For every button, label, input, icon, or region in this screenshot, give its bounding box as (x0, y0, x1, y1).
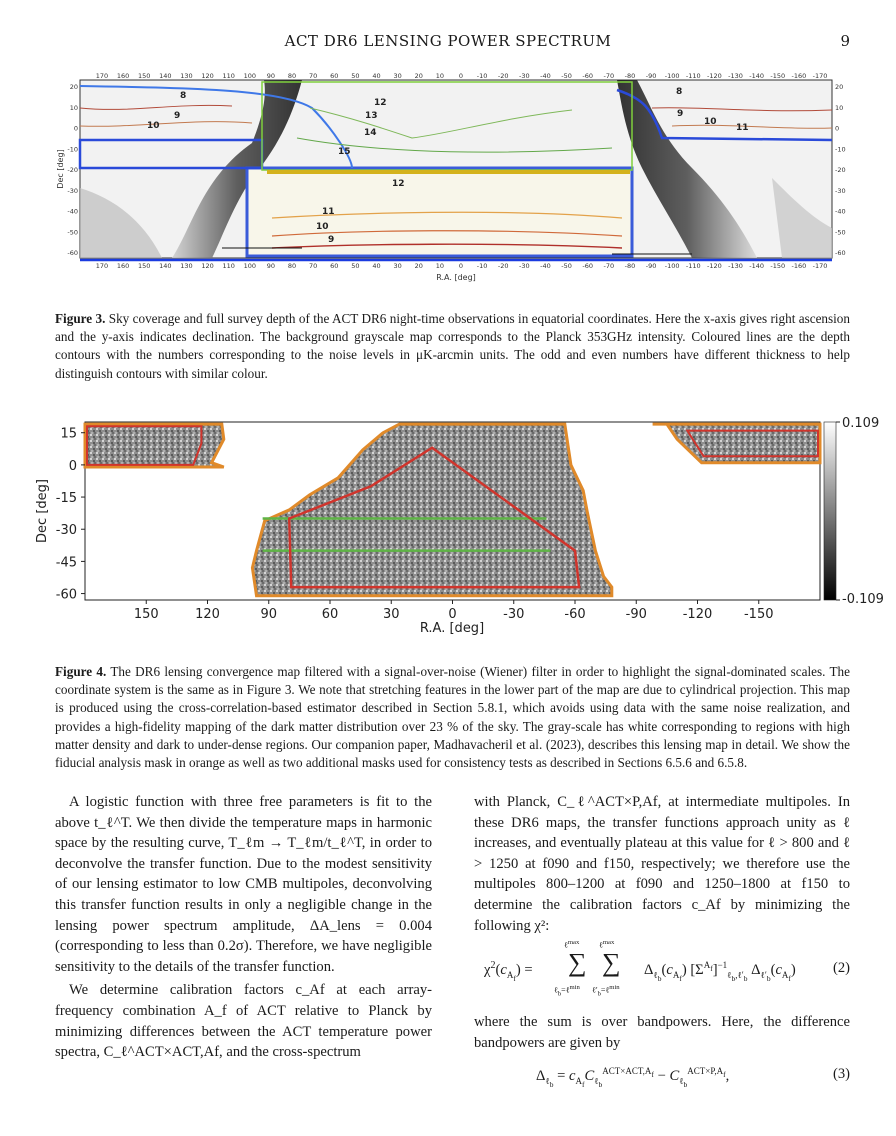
fig3-x-tick-bottom: 60 (330, 262, 339, 270)
fig3-x-tick-top: 40 (372, 72, 381, 80)
fig3-x-tick-bottom: -40 (540, 262, 551, 270)
fig3-y-tick-left: -20 (67, 166, 78, 174)
figure-4-caption (55, 663, 850, 772)
fig3-x-tick-top: -40 (540, 72, 551, 80)
fig3-ylabel: Dec [deg] (56, 149, 65, 189)
fig3-y-tick-left: 20 (69, 83, 78, 91)
fig4-x-tick-label: 150 (133, 607, 159, 622)
left-column (55, 792, 432, 1063)
fig3-x-tick-top: -170 (812, 72, 828, 80)
fig3-x-tick-bottom: 30 (393, 262, 402, 270)
fig3-x-tick-top: 30 (393, 72, 402, 80)
fig3-contour-label: 12 (374, 98, 387, 108)
fig3-x-tick-top: 130 (180, 72, 193, 80)
fig3-x-tick-top: -100 (664, 72, 680, 80)
figure-4 (30, 410, 890, 645)
figure-3-caption-text: Sky coverage and full survey depth of the ACT DR6 night-time observations in equatorial coordinates. Here the x-axis gives right ascension and the y-axis indicates declination. The background grayscale map corresponds to the Planck 353GHz intensity. Coloured lines are the depth contours with the numbers corresponding to the noise levels in μK-arcmin units. The odd and even numbers have different thickness to help distinguish contours with similar colour. (55, 311, 850, 381)
fig3-x-tick-top: -80 (624, 72, 636, 80)
fig3-contour-label: 13 (365, 111, 378, 121)
fig3-x-tick-bottom: -170 (812, 262, 828, 270)
figure-4-label: Figure 4. (55, 664, 107, 679)
fig3-x-tick-top: 150 (138, 72, 151, 80)
fig3-contour-label: 10 (147, 121, 160, 131)
fig3-x-tick-bottom: -120 (707, 262, 722, 270)
fig3-contour-label: 8 (180, 91, 187, 101)
colorbar-min-label: -0.109 (842, 592, 884, 607)
fig3-x-tick-bottom: -10 (476, 262, 488, 270)
fig4-y-tick-label: -30 (55, 523, 77, 539)
fig4-region-north-left (85, 424, 224, 467)
fig3-contour-label: 11 (322, 207, 335, 217)
fig3-y-tick-right: -50 (835, 228, 846, 237)
fig4-x-tick-label: -60 (564, 607, 586, 622)
fig3-x-tick-top: -70 (603, 72, 615, 80)
left-paragraph-2: We determine calibration factors c_Af at each array-frequency combination A_f of ACT relative to Planck by minimizing differences between the ACT temperature power spectra, C_ℓ^ACT×ACT,Af, and the cross-spectrum (55, 982, 432, 1061)
fig3-x-tick-bottom: -140 (749, 262, 765, 270)
fig4-y-tick-label: 0 (68, 458, 77, 474)
page-number: 9 (840, 32, 850, 50)
fig3-contour-label: 9 (328, 235, 335, 245)
fig3-contour-label: 15 (338, 147, 351, 157)
fig3-x-tick-bottom: 50 (351, 262, 360, 270)
fig3-x-tick-bottom: -20 (497, 262, 509, 270)
fig4-y-tick-label: 15 (60, 426, 77, 442)
fig3-x-tick-top: 0 (458, 72, 464, 80)
figure-3-plot (52, 68, 846, 290)
fig3-x-tick-bottom: -130 (728, 262, 743, 270)
fig3-y-tick-right: -40 (835, 207, 846, 216)
fig3-x-tick-bottom: 110 (222, 262, 235, 270)
fig3-x-tick-bottom: 10 (435, 262, 445, 270)
fig3-x-tick-bottom: -160 (791, 262, 807, 270)
fig3-x-tick-top: 100 (243, 72, 257, 80)
fig4-x-tick-label: -30 (503, 607, 525, 622)
running-header: ACT DR6 LENSING POWER SPECTRUM (284, 32, 612, 50)
left-paragraph-1: A logistic function with three free parameters is fit to the above t_ℓ^T. We then divide the temperature maps in harmonic space by the resulting curve, T_ℓm → T_ℓm/t_ℓ^T, in order to deconvolve the transfer function. Due to the modest sensitivity of our lensing estimator to low CMB multipoles, deconvolving this transfer function results in only a negligible change in the lensing power spectrum amplitude, ΔA_lens = 0.004 (corresponding to less than 0.2σ). Therefore, we have negligible sensitivity to the details of the transfer function. (55, 794, 432, 975)
colorbar-max-label: 0.109 (842, 416, 880, 431)
equation-3-number: (3) (832, 1066, 850, 1082)
fig3-y-tick-right: -20 (835, 166, 846, 174)
fig3-y-tick-left: -30 (67, 186, 78, 195)
fig3-contour-label: 9 (677, 109, 684, 119)
fig3-contour-label: 10 (316, 222, 329, 232)
fig3-x-tick-bottom: 140 (159, 262, 172, 270)
fig3-x-tick-top: 160 (116, 72, 130, 80)
fig3-x-tick-top: -30 (519, 72, 530, 80)
fig3-x-tick-bottom: -100 (664, 262, 680, 270)
fig3-contour-label: 8 (676, 87, 683, 97)
fig3-x-tick-bottom: 170 (95, 262, 109, 270)
fig4-x-tick-label: -120 (682, 607, 713, 622)
fig3-y-tick-right: 20 (835, 83, 844, 91)
equation-2-number: (2) (832, 960, 850, 976)
fig3-x-tick-top: -160 (791, 72, 807, 80)
fig3-x-tick-top: -110 (685, 72, 701, 80)
fig3-x-tick-bottom: 100 (243, 262, 257, 270)
fig3-x-ticks-top (96, 72, 828, 80)
fig3-contour-label: 11 (736, 123, 749, 133)
fig3-y-tick-left: -50 (67, 228, 78, 237)
fig3-x-tick-top: 20 (414, 72, 423, 80)
fig3-x-tick-bottom: -150 (770, 262, 786, 270)
fig3-y-tick-right: -60 (835, 249, 846, 257)
fig3-x-tick-bottom: -30 (519, 262, 530, 270)
fig3-y-tick-right: -10 (835, 145, 846, 154)
fig3-contour-label: 9 (174, 111, 181, 121)
figure-3-label: Figure 3. (55, 311, 106, 326)
right-column-continued (474, 1012, 850, 1053)
fig3-x-tick-top: -60 (582, 72, 594, 80)
fig3-x-tick-top: 10 (435, 72, 445, 80)
fig3-x-tick-bottom: 160 (116, 262, 130, 270)
fig3-x-tick-top: -50 (561, 72, 572, 80)
fig3-contour-label: 10 (704, 117, 717, 127)
fig3-x-tick-bottom: 120 (201, 262, 214, 270)
fig3-y-tick-right: 10 (835, 103, 844, 112)
fig3-x-tick-bottom: -110 (685, 262, 701, 270)
fig3-y-ticks-left (67, 83, 78, 257)
fig4-x-ticks (134, 600, 774, 622)
figure-3 (52, 68, 846, 290)
fig4-x-tick-label: -90 (625, 607, 647, 622)
fig3-y-tick-left: -60 (67, 249, 78, 257)
fig3-contour-label: 12 (392, 179, 405, 189)
fig3-x-tick-top: -150 (770, 72, 786, 80)
fig3-x-tick-top: -10 (476, 72, 488, 80)
equation-3: $\Delta_{\ell_b} = c_{A_f}C_{\ell_b}^{ACT\times ACT,A_f} - C_{\ell_b}^{ACT\times P,A_f}$, (3) (536, 1066, 850, 1089)
equation-2: $\chi^2(c_{A_f})$ = ∑ ∑ ℓ$^{max}$ ℓ$^{max}$ ℓ$_b$=ℓ$^{min}$ $\ell'_b=\ell^{min}$ $\Delta_{\ell_b}(c_{A_f})$ $[\Sigma^{A_f}]^{-1}_{\ell_b,\ell'_b}$ $\Delta_{\ell'_b}(c_{A_f})$ (2) (484, 939, 850, 998)
fig3-x-tick-bottom: 150 (138, 262, 151, 270)
right-column (474, 792, 850, 936)
fig4-x-tick-label: 120 (195, 607, 220, 622)
fig3-x-tick-top: -90 (645, 72, 657, 80)
fig3-x-tick-bottom: -60 (582, 262, 594, 270)
fig3-x-tick-bottom: 80 (287, 262, 297, 270)
fig4-y-ticks (56, 427, 85, 603)
fig4-y-tick-label: -60 (55, 587, 77, 603)
fig3-x-tick-bottom: -70 (603, 262, 615, 270)
fig3-x-tick-bottom: -50 (561, 262, 572, 270)
fig3-x-tick-top: -120 (707, 72, 722, 80)
fig3-xlabel: R.A. [deg] (436, 273, 476, 282)
fig4-x-tick-label: 0 (448, 607, 457, 622)
fig3-x-tick-top: 60 (330, 72, 339, 80)
fig3-y-ticks-right (835, 83, 846, 257)
fig3-y-tick-left: -10 (67, 145, 78, 154)
right-paragraph-1: with Planck, C_ℓ^ACT×P,Af, at intermediate multipoles. In these DR6 maps, the transfer functions approach unity as ℓ increases, and eventually plateau at this value for ℓ > 800 and ℓ > 1250 at f090 and f150, respectively; we therefore use the multipoles 800–1200 at f090 and 1250–1800 at f150 to determine the calibration factors c_Af by minimizing the following χ²: (474, 794, 850, 934)
figure-3-caption (55, 310, 850, 383)
fig4-x-tick-label: 60 (321, 607, 339, 622)
fig3-x-tick-bottom: 40 (372, 262, 381, 270)
fig3-y-tick-right: 0 (835, 124, 840, 133)
fig3-y-tick-right: -30 (835, 186, 846, 195)
fig3-y-tick-left: 0 (73, 124, 78, 133)
fig3-x-ticks-bottom (96, 262, 828, 270)
fig4-y-tick-label: -15 (55, 491, 77, 507)
fig3-x-tick-bottom: -80 (624, 262, 636, 270)
right-paragraph-2: where the sum is over bandpowers. Here, the difference bandpowers are given by (474, 1014, 850, 1051)
fig4-x-tick-label: -150 (743, 607, 774, 622)
fig3-x-tick-top: 50 (351, 72, 360, 80)
fig3-x-tick-top: -140 (749, 72, 765, 80)
fig3-x-tick-top: 80 (287, 72, 297, 80)
fig3-x-tick-bottom: -90 (645, 262, 657, 270)
fig3-x-tick-top: 70 (309, 72, 318, 80)
fig3-x-tick-top: -20 (497, 72, 509, 80)
fig4-x-tick-label: 90 (260, 607, 278, 622)
fig3-x-tick-top: -130 (728, 72, 743, 80)
fig3-y-tick-left: -40 (67, 207, 78, 216)
fig3-x-tick-bottom: 130 (180, 262, 193, 270)
fig4-x-tick-label: 30 (382, 607, 400, 622)
fig3-x-tick-top: 170 (95, 72, 109, 80)
fig3-y-tick-left: 10 (69, 103, 78, 112)
fig4-xlabel: R.A. [deg] (419, 621, 485, 636)
fig3-x-tick-top: 140 (159, 72, 172, 80)
fig4-ylabel: Dec [deg] (35, 479, 50, 543)
fig3-contour-label: 14 (364, 128, 377, 138)
fig3-x-tick-bottom: 20 (414, 262, 423, 270)
fig4-colorbar (824, 422, 836, 600)
fig3-x-tick-bottom: 70 (309, 262, 318, 270)
fig3-x-tick-bottom: 90 (266, 262, 276, 270)
fig3-x-tick-top: 120 (201, 72, 214, 80)
figure-4-caption-text: The DR6 lensing convergence map filtered with a signal-over-noise (Wiener) filter in order to highlight the signal-dominated scales. The coordinate system is the same as in Figure 3. We note that stretching features in the lower part of the map are due to cylindrical projection. This map is produced using the cross-correlation-based estimator described in Section 5.8.1, which avoids using data with the same noise realization, and provides a high-fidelity mapping of the dark matter distribution over 23 % of the sky. The gray-scale has white corresponding to regions with high matter density and dark to under-dense regions. Our companion paper, Madhavacheril et al. (2023), describes this lensing map in detail. We show the fiducial analysis mask in orange as well as two additional masks used for consistency tests as described in Sections 6.5.6 and 6.5.8. (55, 664, 850, 771)
fig3-x-tick-bottom: 0 (458, 262, 464, 270)
fig3-x-tick-top: 90 (266, 72, 276, 80)
figure-4-plot (30, 410, 890, 645)
fig4-y-tick-label: -45 (55, 555, 77, 571)
fig3-x-tick-top: 110 (222, 72, 235, 80)
